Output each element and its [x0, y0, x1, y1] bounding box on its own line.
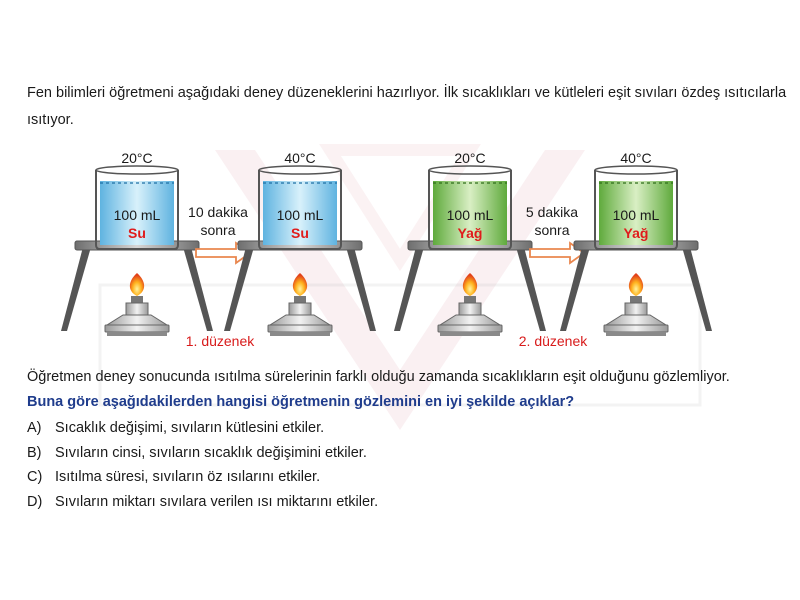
beaker-oil-initial — [394, 150, 546, 336]
option-a[interactable] — [27, 420, 378, 445]
arrow-later: sonra — [534, 222, 570, 238]
option-letter: C) — [27, 469, 43, 485]
time-arrow-1 — [188, 204, 250, 263]
intro-text: Fen bilimleri öğretmeni aşağıdaki deney düzeneklerini hazırlıyor. İlk sıcaklıkları ve kütleleri eşit sıvıları özdeş ısıtıcılarla ısıtıyor. — [27, 85, 787, 128]
beaker-liquid: Yağ — [623, 225, 649, 241]
beaker-temp: 20°C — [454, 150, 486, 166]
beaker-volume: 100 mL — [612, 207, 660, 223]
arrow-duration: 10 dakika — [188, 204, 248, 220]
beaker-liquid: Yağ — [457, 225, 483, 241]
option-letter: B) — [27, 444, 42, 461]
option-text: Sıcaklık değişimi, sıvıların kütlesini etkiler. — [55, 420, 325, 436]
option-text: Isıtılma süresi, sıvıların öz ısılarını etkiler. — [55, 469, 321, 485]
option-text: Sıvıların cinsi, sıvıların sıcaklık değişimini etkiler. — [55, 444, 367, 461]
beaker-water-heated — [224, 150, 376, 336]
answer-options — [27, 420, 378, 518]
beaker-oil-heated — [560, 150, 712, 336]
arrow-duration: 5 dakika — [525, 204, 579, 220]
option-letter: A) — [27, 420, 42, 436]
beaker-temp: 20°C — [121, 150, 153, 166]
arrow-later: sonra — [200, 222, 236, 238]
option-c[interactable] — [27, 469, 378, 494]
time-arrow-2 — [526, 204, 584, 263]
beaker-temp: 40°C — [284, 150, 316, 166]
option-text: Sıvıların miktarı sıvılara verilen ısı miktarını etkiler. — [55, 493, 379, 510]
question-stem: Buna göre aşağıdakilerden hangisi öğretmenin gözlemini en iyi şekilde açıklar? — [27, 394, 575, 410]
beaker-water-initial — [61, 150, 213, 336]
setup-label-2: 2. düzenek — [518, 333, 588, 349]
beaker-volume: 100 mL — [446, 207, 494, 223]
beaker-volume: 100 mL — [276, 207, 324, 223]
setup-label-1: 1. düzenek — [185, 333, 255, 349]
beaker-volume: 100 mL — [113, 207, 161, 223]
beaker-temp: 40°C — [620, 150, 652, 166]
option-b[interactable] — [27, 445, 378, 470]
beaker-liquid: Su — [128, 225, 146, 241]
experiment-diagram — [0, 145, 800, 360]
observation-text: Öğretmen deney sonucunda ısıtılma sürelerinin farklı olduğu zamanda sıcaklıkların eşit olduğunu gözlemliyor. — [27, 369, 730, 385]
beaker-liquid: Su — [291, 225, 309, 241]
option-letter: D) — [27, 493, 43, 510]
option-d[interactable] — [27, 494, 378, 519]
